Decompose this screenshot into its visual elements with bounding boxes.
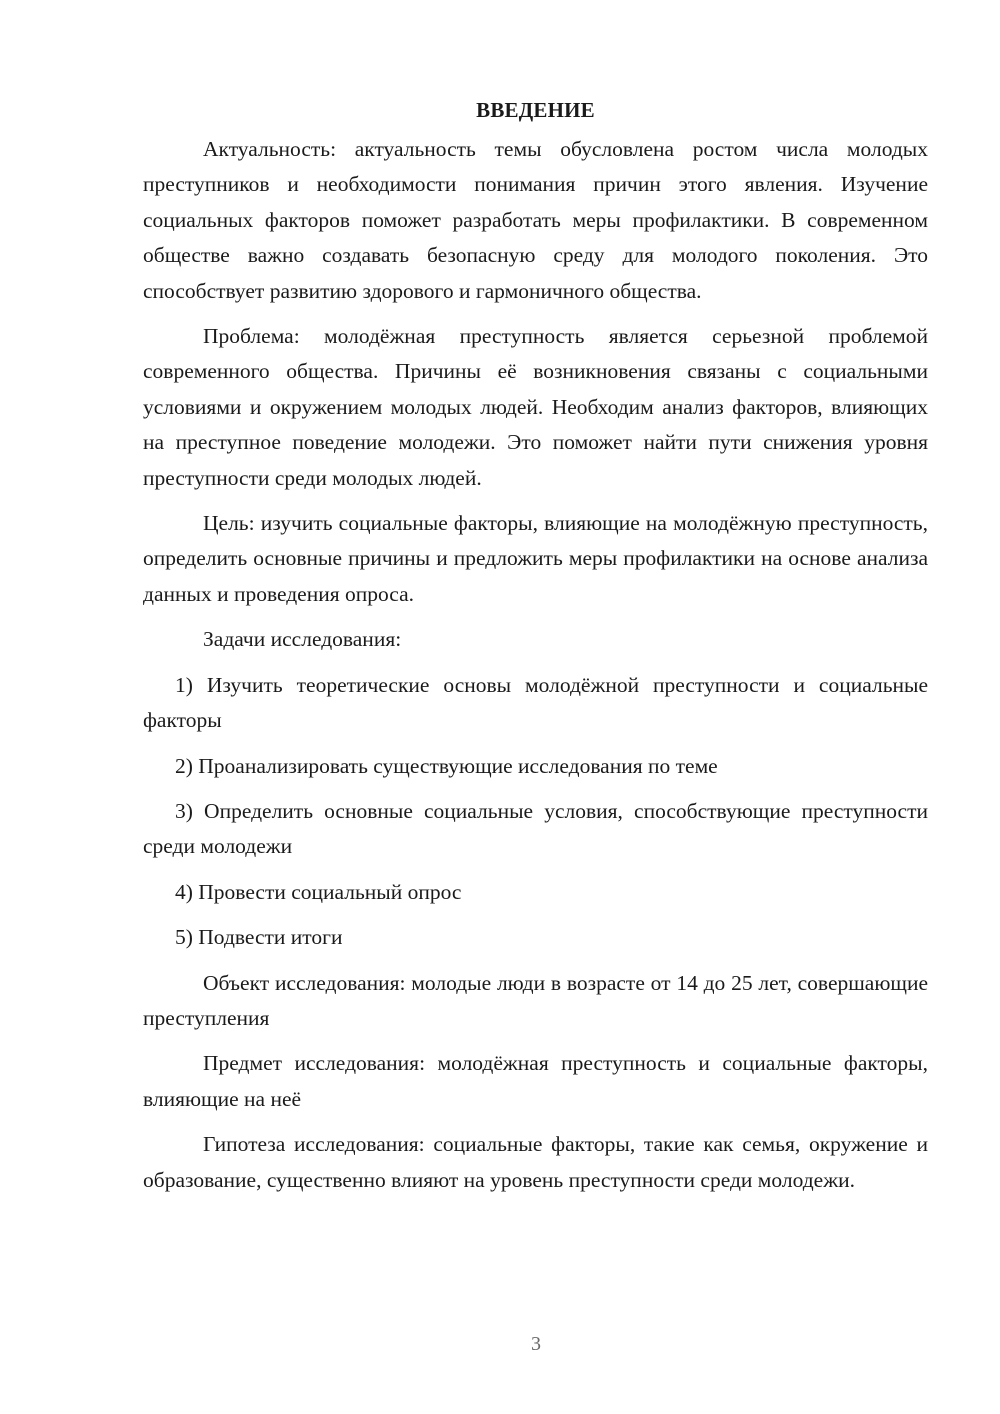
task-item-1: 1) Изучить теоретические основы молодёжной преступности и социальные факторы bbox=[143, 672, 928, 733]
paragraph-subject: Предмет исследования: молодёжная преступность и социальные факторы, влияющие на неё bbox=[143, 1051, 928, 1111]
tasks-heading: Задачи исследования: bbox=[203, 627, 402, 652]
task-item-2: 2) Проанализировать существующие исследования по теме bbox=[175, 753, 718, 778]
document-page bbox=[143, 92, 928, 1208]
paragraph-relevance: Актуальность: актуальность темы обусловлена ростом числа молодых преступников и необходимости понимания причин этого явления. Изучение социальных факторов поможет разработать меры профилактики. В современном обществе важно создавать безопасную среду для молодого поколения. Это способствует развитию здорового и гармоничного общества. bbox=[143, 137, 928, 303]
page-number: 3 bbox=[531, 1333, 541, 1355]
paragraph-object: Объект исследования: молодые люди в возрасте от 14 до 25 лет, совершающие преступления bbox=[143, 970, 928, 1030]
paragraph-goal: Цель: изучить социальные факторы, влияющие на молодёжную преступность, определить основные причины и предложить меры профилактики на основе анализа данных и проведения опроса. bbox=[143, 511, 928, 606]
task-item-4: 4) Провести социальный опрос bbox=[175, 879, 462, 904]
task-item-3: 3) Определить основные социальные условия, способствующие преступности среди молодежи bbox=[143, 798, 928, 859]
task-item-5: 5) Подвести итоги bbox=[175, 925, 343, 950]
paragraph-hypothesis: Гипотеза исследования: социальные факторы, такие как семья, окружение и образование, существенно влияют на уровень преступности среди молодежи. bbox=[143, 1132, 928, 1192]
page-title: ВВЕДЕНИЕ bbox=[476, 98, 595, 122]
paragraph-problem: Проблема: молодёжная преступность является серьезной проблемой современного общества. Причины её возникновения связаны с социальными условиями и окружением молодых людей. Необходим анализ факторов, влияющих на преступное поведение молодежи. Это поможет найти пути снижения уровня преступности среди молодых людей. bbox=[143, 324, 928, 490]
